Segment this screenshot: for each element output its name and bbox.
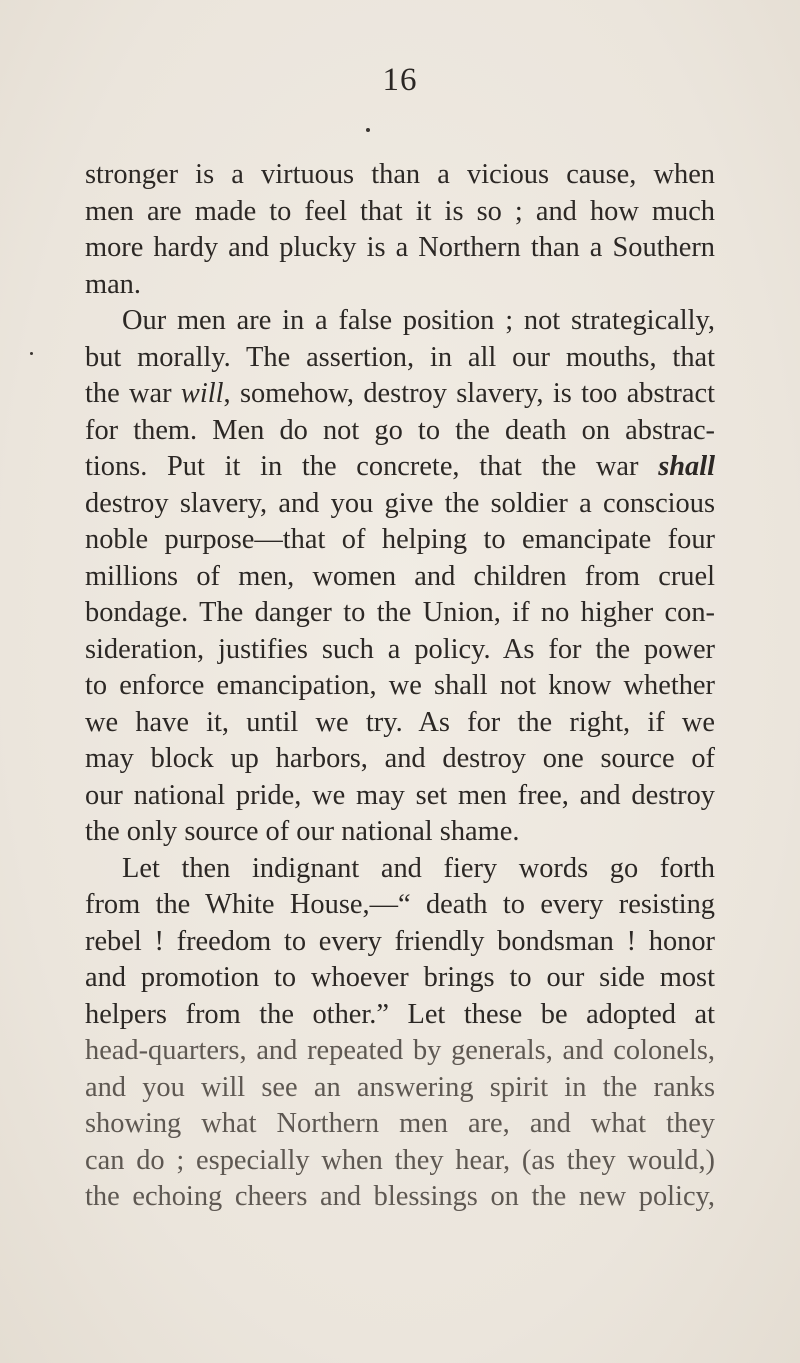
text-line: our national pride, we may set men free, and destroy	[85, 779, 715, 811]
text-line: rebel ! freedom to every friendly bondsman ! honor	[85, 925, 715, 957]
text-line: millions of men, women and children from cruel	[85, 560, 715, 592]
text-line: destroy slavery, and you give the soldier a conscious	[85, 487, 715, 519]
text-line: but morally. The assertion, in all our mouths, that	[85, 341, 715, 373]
text-line: sideration, justifies such a policy. As for the power	[85, 633, 715, 665]
text-line: and you will see an answering spirit in the ranks	[85, 1071, 715, 1103]
ink-speck	[30, 352, 33, 355]
text-line: we have it, until we try. As for the right, if we	[85, 706, 715, 738]
italic-word: will	[180, 378, 224, 409]
text-line: bondage. The danger to the Union, if no higher con-	[85, 597, 715, 628]
text-line: to enforce emancipation, we shall not know whether	[85, 670, 715, 701]
text-line: may block up harbors, and destroy one source of	[85, 743, 715, 774]
text-line: head-quarters, and repeated by generals, and colonels,	[85, 1035, 715, 1066]
italic-word: shall	[658, 451, 715, 482]
text-line: noble purpose—that of helping to emancipate four	[85, 524, 715, 555]
text-segment: the war	[85, 378, 181, 409]
text-segment: tions. Put it in the concrete, that the war	[85, 451, 659, 482]
page-number: 16	[382, 62, 418, 98]
text-line: the echoing cheers and blessings on the new policy,	[85, 1181, 715, 1212]
text-line: can do ; especially when they hear, (as they would,)	[85, 1144, 715, 1176]
ink-speck	[366, 128, 370, 132]
text-line: the only source of our national shame.	[85, 816, 520, 847]
text-line: more hardy and plucky is a Northern than a Southern	[85, 232, 715, 263]
text-line	[85, 449, 715, 486]
body-text	[85, 157, 715, 1216]
text-line: stronger is a virtuous than a vicious cause, when	[85, 159, 715, 190]
text-line: showing what Northern men are, and what they	[85, 1108, 715, 1139]
paragraph-start-line: Our men are in a false position ; not strategically,	[122, 305, 715, 336]
text-line: helpers from the other.” Let these be adopted at	[85, 998, 715, 1030]
text-line	[85, 376, 715, 413]
text-line: men are made to feel that it is so ; and how much	[85, 195, 715, 227]
text-line: and promotion to whoever brings to our side most	[85, 962, 715, 993]
text-line: for them. Men do not go to the death on abstrac-	[85, 414, 715, 446]
text-segment: , somehow, destroy slavery, is too abstract	[223, 378, 715, 409]
text-line: from the White House,—“ death to every resisting	[85, 889, 715, 920]
paragraph-start-line: Let then indignant and fiery words go forth	[122, 852, 715, 884]
text-line: man.	[85, 268, 141, 300]
